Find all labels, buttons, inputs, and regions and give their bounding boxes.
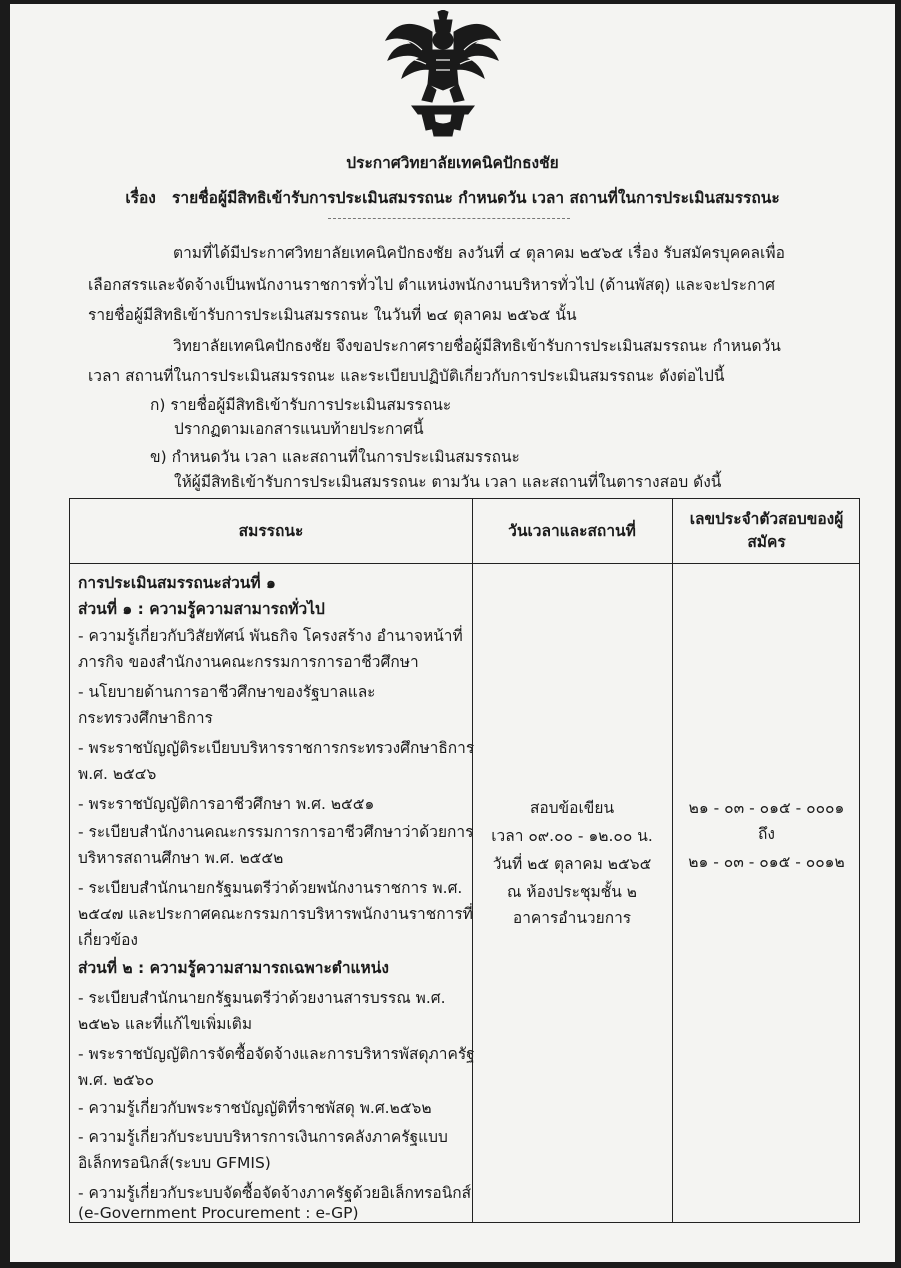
- competency-line: - นโยบายด้านการอาชีวศึกษาของรัฐบาลและ: [78, 683, 376, 701]
- subject-label: เรื่อง: [125, 189, 156, 207]
- competency-line: - ความรู้เกี่ยวกับวิสัยทัศน์ พันธกิจ โครงสร้าง อำนาจหน้าที่: [78, 627, 463, 645]
- body-line: เลือกสรรและจัดจ้างเป็นพนักงานราชการทั่วไป ตำแหน่งพนักงานบริหารทั่วไป (ด้านพัสดุ) และจะประกาศ: [88, 276, 776, 294]
- header-schedule: วันเวลาและสถานที่: [508, 521, 636, 540]
- competency-line: พ.ศ. ๒๕๖๐: [78, 1071, 155, 1089]
- exam-schedule-table: [69, 498, 860, 1223]
- schedule-line: วันที่ ๒๕ ตุลาคม ๒๕๖๕: [492, 855, 652, 873]
- competency-line: การประเมินสมรรถนะส่วนที่ ๑: [78, 574, 276, 592]
- body-line: ตามที่ได้มีประกาศวิทยาลัยเทคนิคปักธงชัย ลงวันที่ ๔ ตุลาคม ๒๕๖๕ เรื่อง รับสมัครบุคคลเพื่อ: [173, 244, 785, 262]
- competency-line: อิเล็กทรอนิกส์(ระบบ GFMIS): [78, 1154, 271, 1172]
- competency-line: - ความรู้เกี่ยวกับระบบบริหารการเงินการคลังภาครัฐแบบ: [78, 1128, 448, 1146]
- header-applicant-id: [672, 499, 861, 563]
- applicant-id-line: ๒๑ - ๐๓ - ๐๑๕ - ๐๐๑๒: [688, 853, 845, 871]
- list-item: ก) รายชื่อผู้มีสิทธิเข้ารับการประเมินสมรรถนะ: [150, 396, 452, 414]
- announcement-title: ประกาศวิทยาลัยเทคนิคปักธงชัย: [346, 154, 559, 172]
- applicant-id-line: ถึง: [758, 825, 775, 843]
- competency-line: - ระเบียบสำนักงานคณะกรรมการการอาชีวศึกษาว่าด้วยการ: [78, 823, 474, 841]
- document-page: [10, 4, 895, 1262]
- body-line: รายชื่อผู้มีสิทธิเข้ารับการประเมินสมรรถนะ ในวันที่ ๒๔ ตุลาคม ๒๕๖๕ นั้น: [88, 306, 577, 324]
- competency-line: - พระราชบัญญัติระเบียบบริหารราชการกระทรวงศึกษาธิการ: [78, 739, 475, 757]
- schedule-line: อาคารอำนวยการ: [512, 909, 632, 927]
- competency-line: - ความรู้เกี่ยวกับพระราชบัญญัติที่ราชพัสดุ พ.ศ.๒๕๖๒: [78, 1099, 432, 1117]
- title-divider: [328, 218, 570, 219]
- competency-line: - พระราชบัญญัติการจัดซื้อจัดจ้างและการบริหารพัสดุภาครัฐ: [78, 1045, 475, 1063]
- header-competency: สมรรถนะ: [238, 521, 304, 540]
- subject-text: รายชื่อผู้มีสิทธิเข้ารับการประเมินสมรรถนะ กำหนดวัน เวลา สถานที่ในการประเมินสมรรถนะ: [172, 189, 780, 207]
- body-line: วิทยาลัยเทคนิคปักธงชัย จึงขอประกาศรายชื่อผู้มีสิทธิเข้ารับการประเมินสมรรถนะ กำหนดวัน: [173, 337, 781, 355]
- competency-line: ๒๕๒๖ และที่แก้ไขเพิ่มเติม: [78, 1015, 253, 1033]
- list-item-detail: ปรากฏตามเอกสารแนบท้ายประกาศนี้: [174, 420, 424, 438]
- garuda-emblem-icon: [382, 10, 504, 142]
- competency-line: พ.ศ. ๒๕๔๖: [78, 765, 157, 783]
- competency-line: เกี่ยวข้อง: [78, 931, 138, 949]
- schedule-line: ณ ห้องประชุมชั้น ๒: [507, 883, 637, 901]
- list-item-detail: ให้ผู้มีสิทธิเข้ารับการประเมินสมรรถนะ ตามวัน เวลา และสถานที่ในตารางสอบ ดังนี้: [174, 473, 722, 491]
- schedule-line: สอบข้อเขียน: [529, 799, 615, 817]
- header-divider: [70, 563, 859, 564]
- applicant-id-line: ๒๑ - ๐๓ - ๐๑๕ - ๐๐๐๑: [688, 799, 845, 817]
- competency-line: บริหารสถานศึกษา พ.ศ. ๒๕๕๒: [78, 849, 284, 867]
- schedule-line: เวลา ๐๙.๐๐ - ๑๒.๐๐ น.: [491, 827, 653, 845]
- competency-line: ส่วนที่ ๒ : ความรู้ความสามารถเฉพาะตำแหน่ง: [78, 959, 389, 977]
- competency-line: (e-Government Procurement : e-GP): [78, 1204, 359, 1222]
- competency-line: - ความรู้เกี่ยวกับระบบจัดซื้อจัดจ้างภาครัฐด้วยอิเล็กทรอนิกส์: [78, 1184, 472, 1202]
- competency-line: กระทรวงศึกษาธิการ: [78, 709, 213, 727]
- body-line: เวลา สถานที่ในการประเมินสมรรถนะ และระเบียบปฏิบัติเกี่ยวกับการประเมินสมรรถนะ ดังต่อไปนี้: [88, 367, 725, 385]
- header-applicant-id-text: เลขประจำตัวสอบของผู้สมัคร: [689, 510, 844, 551]
- competency-line: - ระเบียบสำนักนายกรัฐมนตรีว่าด้วยงานสารบรรณ พ.ศ.: [78, 989, 446, 1007]
- competency-line: ส่วนที่ ๑ : ความรู้ความสามารถทั่วไป: [78, 600, 325, 618]
- competency-line: ภารกิจ ของสำนักงานคณะกรรมการการอาชีวศึกษา: [78, 653, 419, 671]
- list-item: ข) กำหนดวัน เวลา และสถานที่ในการประเมินสมรรถนะ: [150, 448, 520, 466]
- competency-line: - พระราชบัญญัติการอาชีวศึกษา พ.ศ. ๒๕๕๑: [78, 795, 375, 813]
- competency-line: ๒๕๔๗ และประกาศคณะกรรมการบริหารพนักงานราชการที่: [78, 905, 473, 923]
- competency-line: - ระเบียบสำนักนายกรัฐมนตรีว่าด้วยพนักงานราชการ พ.ศ.: [78, 879, 463, 897]
- announcement-subject-line: [10, 185, 895, 210]
